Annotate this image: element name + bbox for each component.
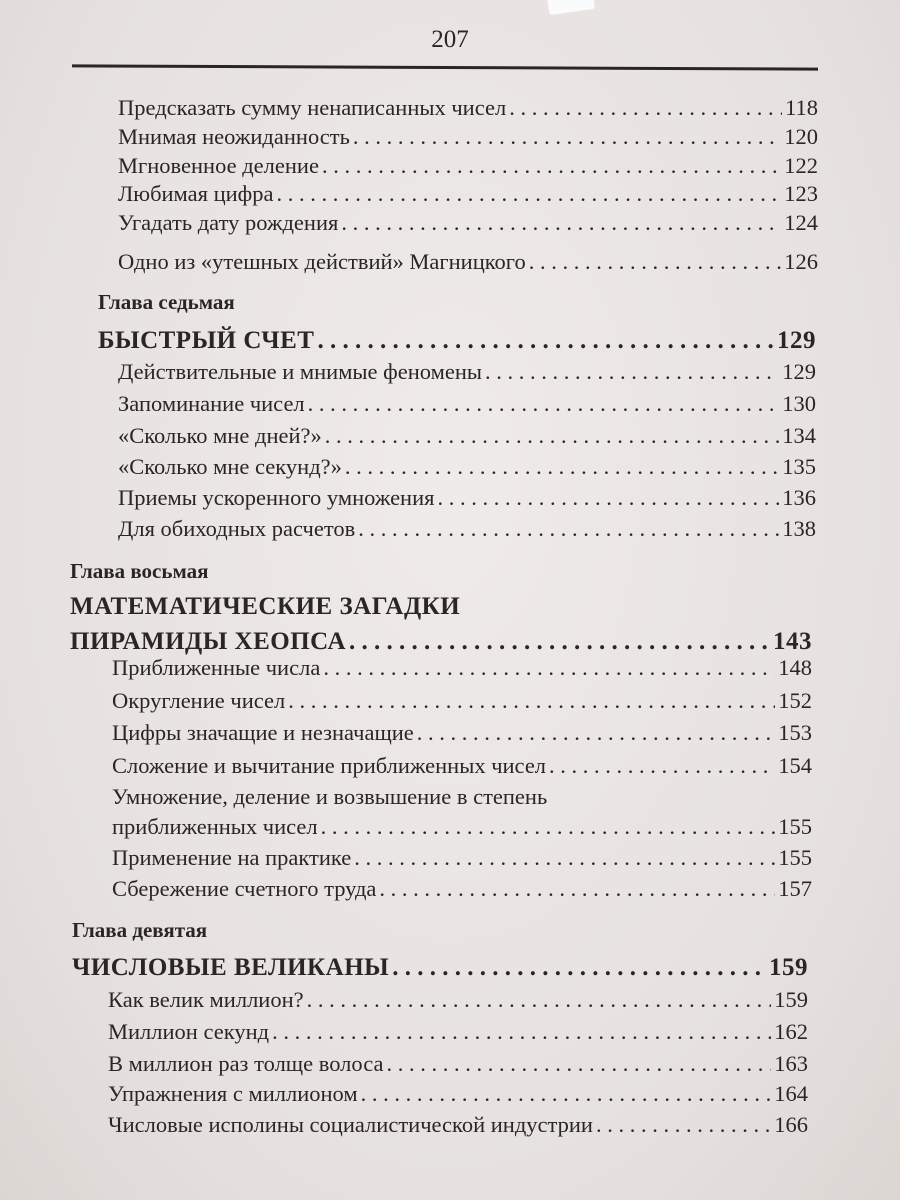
dot-leader xyxy=(317,326,774,356)
toc-entry[interactable] xyxy=(108,1110,808,1140)
toc-entry[interactable] xyxy=(118,208,818,238)
entry-title: Для обиходных расчетов xyxy=(118,516,356,541)
entry-title: Предсказать сумму ненаписанных чисел xyxy=(118,95,507,120)
toc-entry[interactable] xyxy=(112,751,812,781)
toc-entry[interactable] xyxy=(118,357,816,387)
entry-page-number: 148 xyxy=(778,655,812,680)
toc-entry[interactable] xyxy=(118,93,818,123)
entry-page-number: 134 xyxy=(782,423,816,448)
entry-page-number: 159 xyxy=(774,987,808,1012)
entry-page-number: 123 xyxy=(784,181,818,206)
chapter-title[interactable] xyxy=(72,953,808,983)
entry-page-number: 124 xyxy=(784,210,818,235)
toc-entry[interactable] xyxy=(118,151,818,181)
toc-entry[interactable] xyxy=(112,782,812,812)
toc-entry[interactable] xyxy=(118,389,816,419)
entry-title: Действительные и мнимые феномены xyxy=(118,359,482,384)
entry-page-number: 153 xyxy=(778,720,812,745)
toc-entry[interactable] xyxy=(118,483,816,513)
chapter-title[interactable] xyxy=(98,326,816,356)
entry-title: приближенных чисел xyxy=(112,814,318,839)
dot-leader xyxy=(549,751,775,781)
toc-entry[interactable] xyxy=(118,514,816,544)
entry-page-number: 155 xyxy=(778,814,812,839)
entry-title: Приемы ускоренного умножения xyxy=(118,485,435,510)
dot-leader xyxy=(323,653,775,683)
entry-title: Угадать дату рождения xyxy=(118,210,339,235)
dot-leader xyxy=(392,953,766,983)
entry-title: ПИРАМИДЫ ХЕОПСА xyxy=(70,628,347,655)
entry-title: Мнимая неожиданность xyxy=(118,124,350,149)
entry-page-number: 126 xyxy=(784,249,818,274)
entry-page-number: 152 xyxy=(778,688,812,713)
page-number: 207 xyxy=(431,26,469,53)
toc-entry[interactable] xyxy=(108,1049,808,1079)
toc-entry[interactable] xyxy=(118,122,818,152)
dot-leader xyxy=(417,718,775,748)
dot-leader xyxy=(272,1017,771,1047)
entry-title: Запоминание чисел xyxy=(118,391,305,416)
entry-title: Как велик миллион? xyxy=(108,987,304,1012)
toc-entry[interactable] xyxy=(118,452,816,482)
entry-title: Числовые исполины социалистической индустрии xyxy=(108,1112,593,1137)
chapter-label: Глава девятая xyxy=(72,918,208,942)
entry-title: БЫСТРЫЙ СЧЕТ xyxy=(98,327,315,354)
entry-page-number: 129 xyxy=(782,359,816,384)
entry-title: ЧИСЛОВЫЕ ВЕЛИКАНЫ xyxy=(72,954,390,981)
entry-title: Миллион секунд xyxy=(108,1019,270,1044)
entry-title: «Сколько мне дней?» xyxy=(118,423,322,448)
entry-title: Применение на практике xyxy=(112,845,352,870)
entry-page-number: 162 xyxy=(774,1019,808,1044)
dot-leader xyxy=(353,122,781,152)
dot-leader xyxy=(325,421,779,451)
entry-title: Мгновенное деление xyxy=(118,153,319,178)
dot-leader xyxy=(509,93,782,123)
dot-leader xyxy=(361,1079,772,1109)
entry-title: Одно из «утешных действий» Магницкого xyxy=(118,249,526,274)
dot-leader xyxy=(386,1049,771,1079)
entry-page-number: 164 xyxy=(774,1081,808,1106)
entry-page-number: 136 xyxy=(782,485,816,510)
toc-entry[interactable] xyxy=(112,843,812,873)
entry-page-number: 143 xyxy=(773,628,812,655)
entry-title: Сбережение счетного труда xyxy=(112,876,377,901)
dot-leader xyxy=(354,843,775,873)
dot-leader xyxy=(379,874,775,904)
dot-leader xyxy=(341,208,781,238)
toc-entry[interactable] xyxy=(112,812,812,842)
entry-title: Цифры значащие и незначащие xyxy=(112,720,414,745)
dot-leader xyxy=(529,247,782,277)
toc-entry[interactable] xyxy=(112,874,812,904)
toc-entry[interactable] xyxy=(118,421,816,451)
entry-page-number: 159 xyxy=(769,954,808,981)
entry-page-number: 118 xyxy=(785,95,818,120)
entry-title: Любимая цифра xyxy=(118,181,274,206)
entry-page-number: 120 xyxy=(784,124,818,149)
entry-page-number: 138 xyxy=(782,516,816,541)
dot-leader xyxy=(485,357,779,387)
entry-page-number: 157 xyxy=(778,876,812,901)
entry-title: Приближенные числа xyxy=(112,655,321,680)
toc-entry[interactable] xyxy=(108,985,808,1015)
entry-title: Умножение, деление и возвышение в степень xyxy=(112,784,548,809)
toc-entry[interactable] xyxy=(108,1017,808,1047)
dot-leader xyxy=(308,389,780,419)
entry-title: Округление чисел xyxy=(112,688,286,713)
entry-title: Упражнения с миллионом xyxy=(108,1081,358,1106)
dot-leader xyxy=(345,452,779,482)
chapter-label: Глава седьмая xyxy=(98,290,235,314)
chapter-label: Глава восьмая xyxy=(70,559,209,583)
entry-page-number: 129 xyxy=(777,327,816,354)
entry-title: В миллион раз толще волоса xyxy=(108,1051,384,1076)
entry-title: Сложение и вычитание приближенных чисел xyxy=(112,753,547,778)
chapter-title[interactable] xyxy=(70,592,812,622)
entry-title: «Сколько мне секунд?» xyxy=(118,454,342,479)
dot-leader xyxy=(288,686,775,716)
toc-entry[interactable] xyxy=(118,179,818,209)
entry-title: МАТЕМАТИЧЕСКИЕ ЗАГАДКИ xyxy=(70,593,461,620)
dot-leader xyxy=(321,812,776,842)
toc-entry[interactable] xyxy=(112,653,812,683)
dot-leader xyxy=(322,151,781,181)
entry-page-number: 155 xyxy=(778,845,812,870)
entry-page-number: 166 xyxy=(774,1112,808,1137)
dot-leader xyxy=(358,514,779,544)
dot-leader xyxy=(437,483,779,513)
entry-page-number: 163 xyxy=(774,1051,808,1076)
toc-entry[interactable] xyxy=(108,1079,808,1109)
toc-entry[interactable] xyxy=(118,247,818,277)
entry-page-number: 130 xyxy=(782,391,816,416)
entry-page-number: 122 xyxy=(784,153,818,178)
dot-leader xyxy=(277,179,782,209)
toc-entry[interactable] xyxy=(112,718,812,748)
dot-leader xyxy=(596,1110,771,1140)
dot-leader xyxy=(307,985,772,1015)
entry-page-number: 154 xyxy=(778,753,812,778)
toc-entry[interactable] xyxy=(112,686,812,716)
entry-page-number: 135 xyxy=(782,454,816,479)
